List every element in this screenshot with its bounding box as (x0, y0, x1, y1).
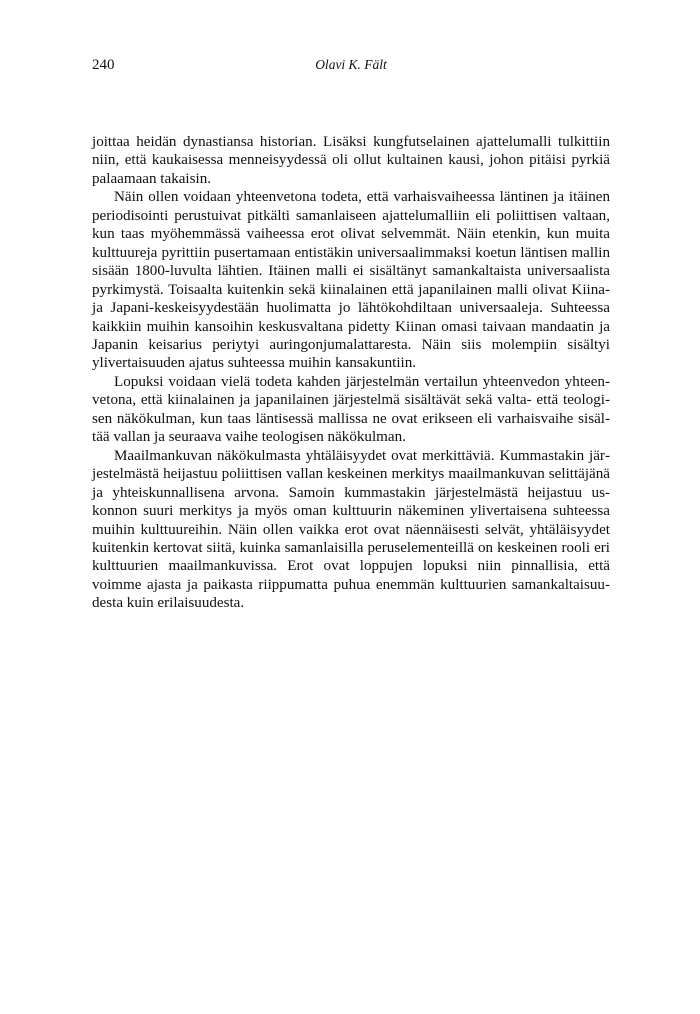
paragraph: Näin ollen voidaan yhteenvetona todeta, että varhaisvaiheessa läntinen ja itäinen periodisointi perustuivat pitkälti samanlaiseen ajattelumalliin eli poliittisen valtaan, kun taas myöhemmässä vaiheessa erot olivat selvemmät. Näin etenkin, kun muita kulttuureja pyrittiin pusertamaan entistäkin universaalimmaksi koetun läntisen mallin sisään 1800-luvulta lähtien. Itäinen malli ei sisältänyt samankaltaista universaalista pyrkimystä. Toisaalta kuitenkin sekä kiinalainen että japanilainen malli olivat Kiina- ja Japani-keskeisyydestään huolimatta jo lähtökohdiltaan universaaleja. Suhteessa kaikkiin muihin kansoihin keskusvaltana pidetty Kiinan omasi taivaan mandaatin ja Japanin keisarius periytyi auringonjumalattaresta. Näin siis molempiin sisältyi ylivertaisuuden ajatus suhteessa muihin kansakuntiin. (92, 189, 610, 372)
body-text (92, 133, 610, 613)
paragraph: Maailmankuvan näkökulmasta yhtäläisyydet ovat merkittäviä. Kummastakin järjestelmästä heijastuu poliittisen vallan keskeinen merkitys maailmankuvan selittäjänä ja yhteiskunnallisena arvona. Samoin kummastakin järjestelmästä heijastuu uskonnon suuri merkitys ja myös oman kulttuurin näkeminen ylivertaisena suhteessa muihin kulttuureihin. Näin ollen vaikka erot ovat näennäisesti selvät, yhtäläisyydet kuitenkin kertovat siitä, kuinka samanlaisilla peruselementeillä on keskeinen rooli eri kulttuurien maailmankuvissa. Erot ovat loppujen lopuksi niin pinnallisia, että voimme ajasta ja paikasta riippumatta puhua enemmän kulttuurien samankaltaisuudesta kuin erilaisuudesta. (92, 447, 610, 612)
paragraph: Lopuksi voidaan vielä todeta kahden järjestelmän vertailun yhteenvedon yhteenvetona, että kiinalainen ja japanilainen järjestelmä sisältävät sekä valta- että teologisen näkökulman, kun taas läntisessä mallissa ne ovat erikseen eli varhaisvaihe sisältää vallan ja seuraava vaihe teologisen näkökulman. (92, 373, 610, 446)
running-head: Olavi K. Fält (315, 57, 387, 72)
paragraph: joittaa heidän dynastiansa historian. Lisäksi kungfutselainen ajattelumalli tulkittiin niin, että kaukaisessa menneisyydessä oli ollut kultainen kausi, johon pitäisi pyrkiä palaamaan takaisin. (92, 134, 610, 187)
page-header (92, 56, 610, 76)
page-number: 240 (92, 57, 115, 73)
